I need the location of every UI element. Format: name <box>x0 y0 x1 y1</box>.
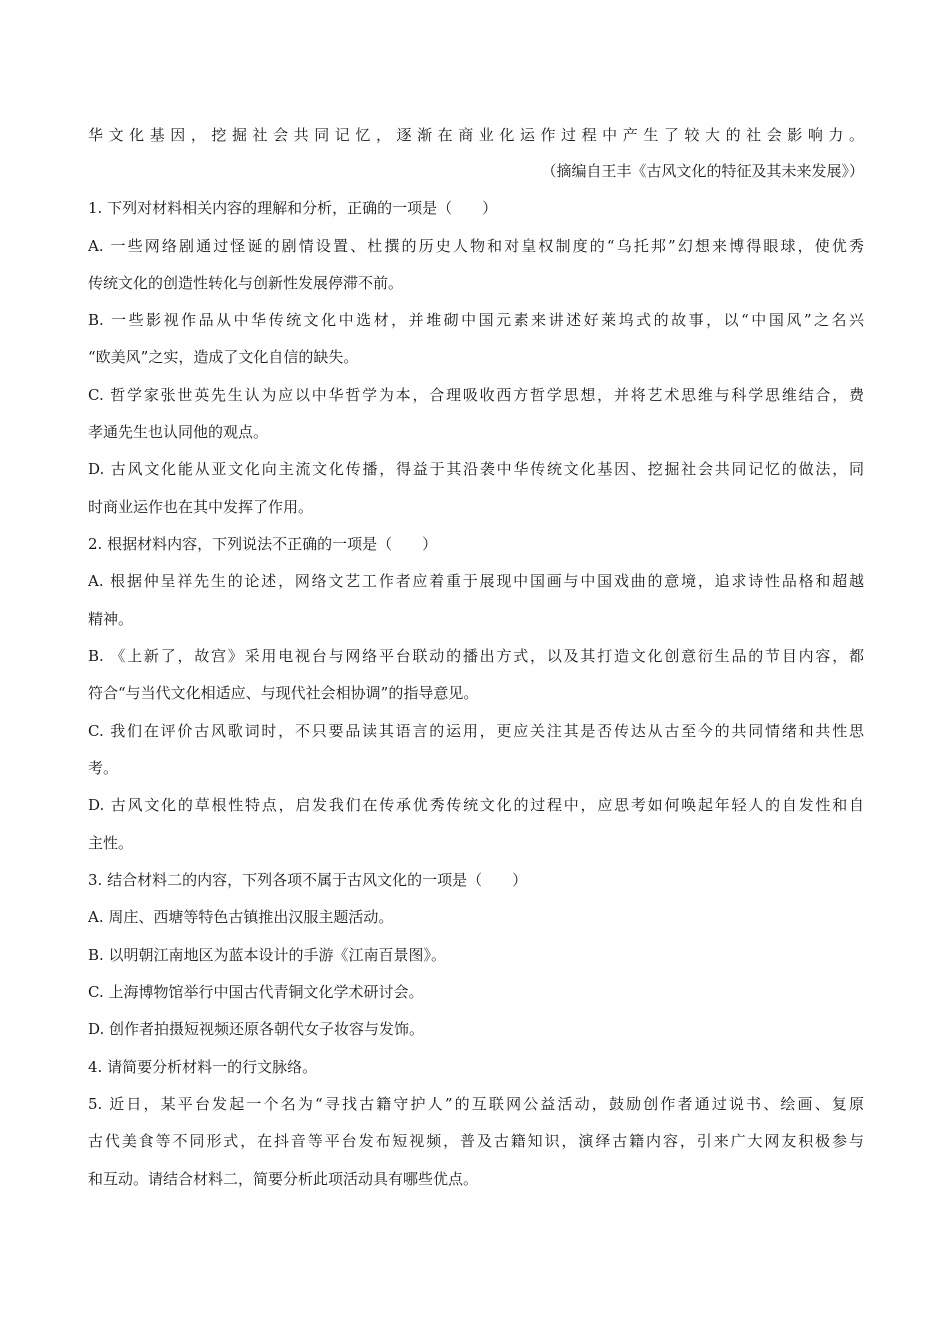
source-citation: （摘编自王丰《古风文化的特征及其未来发展》） <box>541 162 864 180</box>
q1-option-b-cont: “欧美风”之实，造成了文化自信的缺失。 <box>88 348 359 366</box>
q3-option-d: D. 创作者拍摄短视频还原各朝代女子妆容与发饰。 <box>88 1020 425 1038</box>
question-1-stem: 1. 下列对材料相关内容的理解和分析，正确的一项是（ ） <box>88 199 498 217</box>
question-2-stem: 2. 根据材料内容，下列说法不正确的一项是（ ） <box>88 535 438 553</box>
q2-option-a: A. 根据仲呈祥先生的论述，网络文艺工作者应着重于展现中国画与中国戏曲的意境，追求诗性品格和超越 <box>88 572 864 590</box>
q1-option-c-cont: 孝通先生也认同他的观点。 <box>88 423 269 441</box>
q1-option-c: C. 哲学家张世英先生认为应以中华哲学为本，合理吸收西方哲学思想，并将艺术思维与科学思维结合，费 <box>88 386 864 404</box>
question-3-stem: 3. 结合材料二的内容，下列各项不属于古风文化的一项是（ ） <box>88 871 528 889</box>
question-5-line-1: 5. 近日，某平台发起一个名为“寻找古籍守护人”的互联网公益活动，鼓励创作者通过说书、绘画、复原 <box>88 1095 864 1113</box>
question-5-line-2: 古代美食等不同形式，在抖音等平台发布短视频，普及古籍知识，演绎古籍内容，引来广大网友积极参与 <box>88 1132 864 1150</box>
q2-option-a-cont: 精神。 <box>88 610 134 628</box>
q2-option-b: B. 《上新了，故宫》采用电视台与网络平台联动的播出方式，以及其打造文化创意衍生品的节目内容，都 <box>88 647 864 665</box>
q3-option-a: A. 周庄、西塘等特色古镇推出汉服主题活动。 <box>88 908 394 926</box>
q2-option-d-cont: 主性。 <box>88 834 134 852</box>
q2-option-b-cont: 符合“与当代文化相适应、与现代社会相协调”的指导意见。 <box>88 684 479 702</box>
q3-option-c: C. 上海博物馆举行中国古代青铜文化学术研讨会。 <box>88 983 424 1001</box>
q3-option-b: B. 以明朝江南地区为蓝本设计的手游《江南百景图》。 <box>88 946 447 964</box>
q1-option-d: D. 古风文化能从亚文化向主流文化传播，得益于其沿袭中华传统文化基因、挖掘社会共同记忆的做法，同 <box>88 460 864 478</box>
q2-option-d: D. 古风文化的草根性特点，启发我们在传承优秀传统文化的过程中，应思考如何唤起年轻人的自发性和自 <box>88 796 864 814</box>
q1-option-b: B. 一些影视作品从中华传统文化中选材，并堆砌中国元素来讲述好莱坞式的故事，以“中国风”之名兴 <box>88 311 864 329</box>
q1-option-a-cont: 传统文化的创造性转化与创新性发展停滞不前。 <box>88 274 404 292</box>
q2-option-c-cont: 考。 <box>88 759 119 777</box>
question-5-line-3: 和互动。请结合材料二，简要分析此项活动具有哪些优点。 <box>88 1170 479 1188</box>
q2-option-c: C. 我们在评价古风歌词时，不只要品读其语言的运用，更应关注其是否传达从古至今的共同情绪和共性思 <box>88 722 864 740</box>
question-4-stem: 4. 请简要分析材料一的行文脉络。 <box>88 1058 318 1076</box>
passage-ending-line: 华文化基因，挖掘社会共同记忆，逐渐在商业化运作过程中产生了较大的社会影响力。 <box>88 126 864 144</box>
q1-option-d-cont: 时商业运作也在其中发挥了作用。 <box>88 498 314 516</box>
q1-option-a: A. 一些网络剧通过怪诞的剧情设置、杜撰的历史人物和对皇权制度的“乌托邦”幻想来博得眼球，使优秀 <box>88 237 864 255</box>
